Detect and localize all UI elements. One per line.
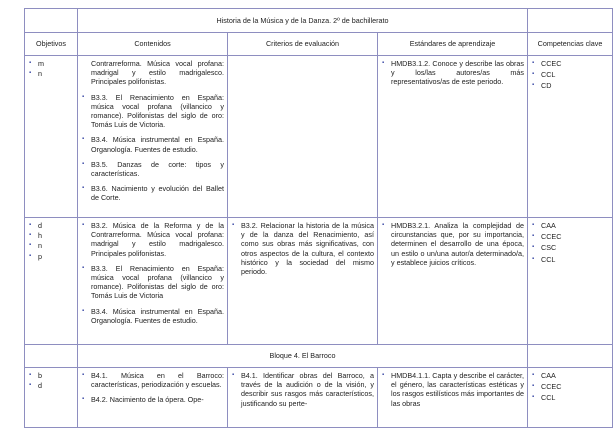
header-contenidos: Contenidos <box>78 33 228 56</box>
title-row <box>25 9 613 33</box>
criterio-item: ▪ B4.1. Identificar obras del Barroco, a través de la audición o de la visión, y describir sus rasgos más característicos, justificando su perte- <box>232 371 374 408</box>
competencia-item: ▪ CAA <box>532 221 609 230</box>
contenido-item: ▪ B3.6. Nacimiento y evolución del Ballet de Corte. <box>82 184 224 202</box>
objetivos-cell <box>25 56 78 218</box>
estandar-item: ▪ HMDB3.2.1. Analiza la complejidad de circunstancias que, por su importancia, determinen el desarrollo de una época, un estilo o un/una autor/a determinado/a, y establece juicios críticos. <box>382 221 524 267</box>
contenidos-cell <box>78 368 228 428</box>
estandar-item: ▪ HMDB3.1.2. Conoce y describe las obras y los/las autores/as más representativos/as de este periodo. <box>382 59 524 87</box>
estandares-cell <box>378 218 528 345</box>
competencia-item: ▪ CCL <box>532 393 609 402</box>
bloque-title: Bloque 4. El Barroco <box>78 345 528 368</box>
bloque-spacer-cell <box>528 345 613 368</box>
contenido-item: ▪ B4.1. Música en el Barroco: características, periodización y escuelas. <box>82 371 224 389</box>
contenidos-cell <box>78 56 228 218</box>
contenido-item: ▪ B3.4. Música instrumental en España. Organología. Fuentes de estudio. <box>82 307 224 325</box>
objetivo-item: ▪ m <box>29 59 74 68</box>
contenido-item: ▪ B4.2. Nacimiento de la ópera. Ope- <box>82 395 224 404</box>
objetivos-cell <box>25 218 78 345</box>
header-objetivos: Objetivos <box>25 33 78 56</box>
contenido-item: ▪ B3.3. El Renacimiento en España: música vocal profana (villancico y romance). Polifonistas del siglo de oro: Tomás Luis de Victoria. <box>82 93 224 130</box>
header-estandares: Estándares de aprendizaje <box>378 33 528 56</box>
contenido-item: ▪ B3.4. Música instrumental en España. Organología. Fuentes de estudio. <box>82 135 224 153</box>
criterios-cell <box>228 56 378 218</box>
competencia-item: ▪ CSC <box>532 243 609 252</box>
competencia-item: ▪ CCEC <box>532 59 609 68</box>
header-competencias: Competencias clave <box>528 33 613 56</box>
objetivos-cell <box>25 368 78 428</box>
criterios-cell <box>228 218 378 345</box>
objetivo-item: ▪ h <box>29 231 74 240</box>
header-criterios: Criterios de evaluación <box>228 33 378 56</box>
competencia-item: ▪ CCEC <box>532 232 609 241</box>
objetivo-item: ▪ b <box>29 371 74 380</box>
competencia-item: ▪ CCL <box>532 255 609 264</box>
competencia-item: ▪ CAA <box>532 371 609 380</box>
title-spacer-cell <box>528 9 613 33</box>
column-header-row <box>25 33 613 56</box>
objetivo-item: ▪ p <box>29 252 74 261</box>
contenido-item: ▪ B3.5. Danzas de corte: tipos y características. <box>82 160 224 178</box>
criterios-cell <box>228 368 378 428</box>
criterio-item: ▪ B3.2. Relacionar la historia de la música y de la danza del Renacimiento, así como sus obras más significativas, con otros aspectos de la cultura, el contexto histórico y la sociedad del mismo periodo. <box>232 221 374 276</box>
estandar-item: ▪ HMDB4.1.1. Capta y describe el carácter, el género, las características estéticas y los rasgos estilísticos más importantes de las obras <box>382 371 524 408</box>
table-row <box>25 218 613 345</box>
table-title: Historia de la Música y de la Danza. 2º de bachillerato <box>78 9 528 33</box>
objetivo-item: ▪ n <box>29 69 74 78</box>
contenido-item: Contrarreforma. Música vocal profana: madrigal y estilo madrigalesco. Principales polifonistas. <box>91 59 224 87</box>
title-spacer-cell <box>25 9 78 33</box>
objetivo-item: ▪ d <box>29 221 74 230</box>
estandares-cell <box>378 368 528 428</box>
competencias-cell <box>528 368 613 428</box>
competencia-item: ▪ CD <box>532 81 609 90</box>
objetivo-item: ▪ n <box>29 241 74 250</box>
competencias-cell <box>528 56 613 218</box>
competencias-cell <box>528 218 613 345</box>
bloque-row <box>25 345 613 368</box>
curriculum-table <box>24 8 613 428</box>
contenidos-cell <box>78 218 228 345</box>
table-row <box>25 56 613 218</box>
table-row <box>25 368 613 428</box>
contenido-item: ▪ B3.3. El Renacimiento en España: música vocal profana (villancico y romance). Polifonistas del siglo de oro: Tomás Luis de Victoria <box>82 264 224 301</box>
objetivo-item: ▪ d <box>29 381 74 390</box>
bloque-spacer-cell <box>25 345 78 368</box>
competencia-item: ▪ CCEC <box>532 382 609 391</box>
contenido-item: ▪ B3.2. Música de la Reforma y de la Contrarreforma. Música vocal profana: madrigal y estilo madrigalesco. Principales polifonistas. <box>82 221 224 258</box>
estandares-cell <box>378 56 528 218</box>
competencia-item: ▪ CCL <box>532 70 609 79</box>
